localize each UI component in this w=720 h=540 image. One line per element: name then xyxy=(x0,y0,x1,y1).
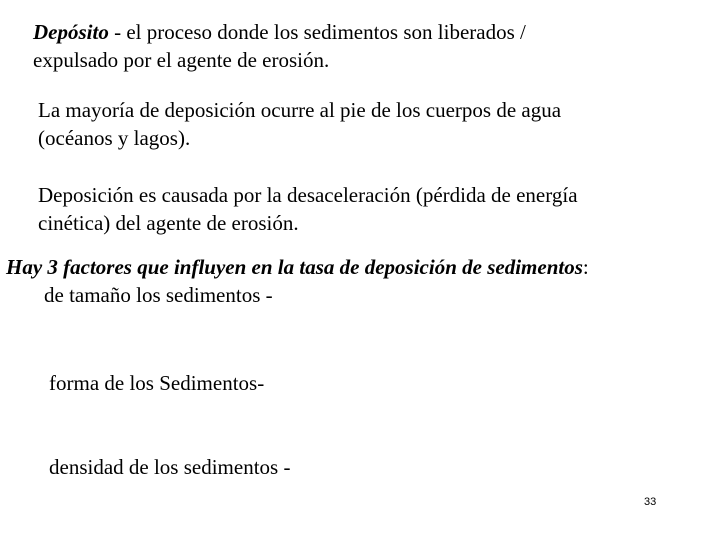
definition-text-1: el proceso donde los sedimentos son liberados / xyxy=(126,20,526,44)
deposition-location-paragraph xyxy=(38,96,561,152)
factors-heading xyxy=(6,253,589,281)
definition-term: Depósito xyxy=(33,20,109,44)
definition-line-2: expulsado por el agente de erosión. xyxy=(33,48,330,72)
factor-item-size: de tamaño los sedimentos - xyxy=(44,283,273,307)
factor-item-density: densidad de los sedimentos - xyxy=(49,455,291,479)
factors-heading-colon: : xyxy=(582,255,589,279)
cause-line-1: Deposición es causada por la desaceleración (pérdida de energía xyxy=(38,183,578,207)
deposition-cause-paragraph xyxy=(38,181,578,237)
definition-paragraph xyxy=(33,18,526,74)
cause-line-2: cinética) del agente de erosión. xyxy=(38,211,299,235)
factors-heading-text: Hay 3 factores que influyen en la tasa de deposición de sedimentos xyxy=(6,255,583,279)
location-line-2: (océanos y lagos). xyxy=(38,126,191,150)
factor-item-shape: forma de los Sedimentos- xyxy=(49,371,265,395)
page-number: 33 xyxy=(644,496,657,508)
definition-dash: - xyxy=(108,20,127,44)
definition-line-1 xyxy=(33,18,526,46)
location-line-1: La mayoría de deposición ocurre al pie de los cuerpos de agua xyxy=(38,98,562,122)
